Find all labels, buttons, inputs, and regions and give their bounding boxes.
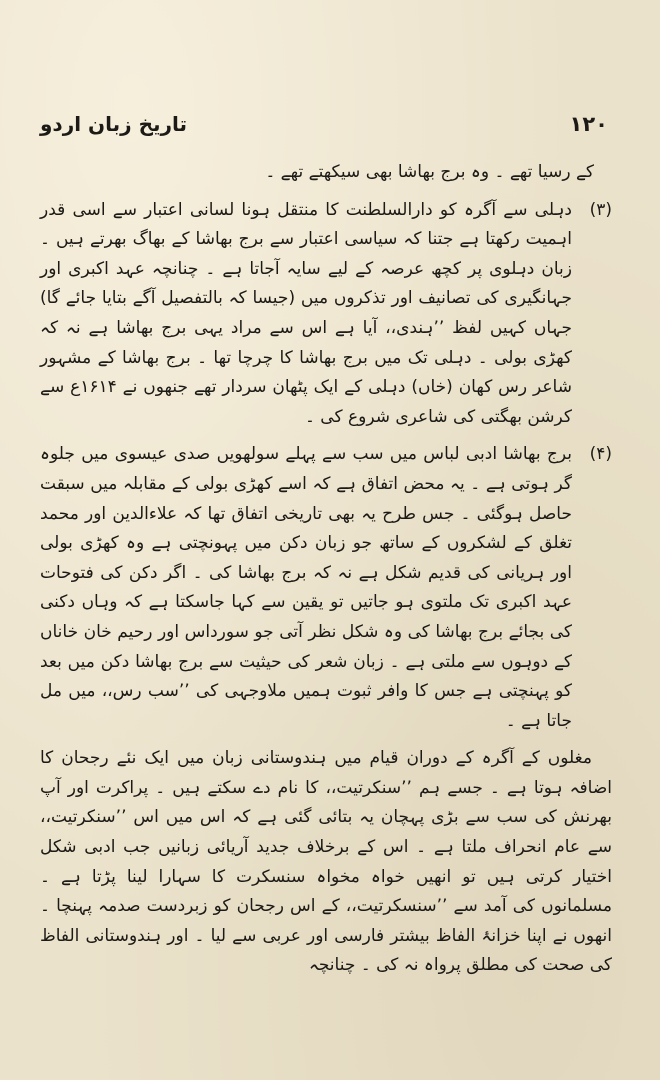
paragraph-mughal-agra: [40, 744, 612, 981]
paragraph-continuation: [40, 158, 612, 188]
page-number: ١٢٠: [569, 112, 608, 136]
paragraph-text: کے رسیا تھے ۔ وہ برج بھاشا بھی سیکھتے تھے ۔: [265, 162, 594, 182]
page-header: [40, 112, 608, 146]
paragraph-marker: (۳): [589, 199, 612, 220]
body-text: [40, 158, 612, 989]
paragraph-numbered-3: [40, 196, 612, 433]
running-title: تاریخ زبان اردو: [40, 112, 188, 136]
paragraph-marker: (۴): [589, 444, 612, 465]
paragraph-text: برج بھاشا ادبی لباس میں سب سے پہلے سولھویں صدی عیسوی میں جلوہ گر ہوتی ہے ۔ یہ محض اتفاق ہے کہ اسے کھڑی بولی کے مقابلہ میں سبقت حاصل ہوگئی ۔ جس طرح یہ بھی تاریخی اتفاق تھا کہ علاءالدین اور محمد تغلق کے لشکروں کے ساتھ جو زبان دکن میں پہونچتی ہے وہ کھڑی بولی اور ہریانی کی قدیم شکل ہے نہ کہ برج بھاشا کی ۔ اگر دکن کی فتوحات عہد اکبری تک ملتوی ہو جاتیں تو یقین سے کہا جاسکتا ہے کہ وہاں دکنی کی بجائے برج بھاشا کی وہ شکل نظر آتی جو سورداس اور رحیم خان خاناں کے دوہوں سے ملتی ہے ۔ زبان شعر کی حیثیت سے برج بھاشا دکن میں بعد کو پہنچتی ہے جس کا وافر ثبوت ہمیں ملاوجہی کی ’’سب رس،، میں مل جاتا ہے ۔: [40, 444, 572, 731]
paragraph-numbered-4: [40, 440, 612, 736]
paragraph-text: مغلوں کے آگرہ کے دوران قیام میں ہندوستانی زبان میں ایک نئے رجحان کا اضافہ ہوتا ہے ۔ جسے ہم ’’سنکرتیت،، کا نام دے سکتے ہیں ۔ پراکرت اور آپ بھرنش کی سب سے بڑی پہچان یہ بتائی گئی ہے کہ اس میں اس ’’سنکرتیت،، سے عام انحراف ملتا ہے ۔ اس کے برخلاف جدید آریائی زبانیں جب ادبی شکل اختیار کرتی ہیں تو انھیں خواہ مخواہ سنسکرت کا سہارا لینا پڑتا ہے ۔ مسلمانوں کی آمد سے ’’سنسکرتیت،، کے اس رجحان کو زبردست صدمہ پہنچا ۔ انھوں نے اپنا خزانۂ الفاظ بیشتر فارسی اور عربی سے لیا ۔ اور ہندوستانی الفاظ کی صحت کی مطلق پرواہ نہ کی ۔ چنانچہ: [40, 748, 612, 976]
paragraph-text: دہلی سے آگرہ کو دارالسلطنت کا منتقل ہونا لسانی اعتبار سے اسی قدر اہمیت رکھتا ہے جتنا کہ سیاسی اعتبار سے برج بھاشا کے بھاگ بھرتے ہیں ۔ زبان دہلوی پر کچھ عرصہ کے لیے سایہ آجاتا ہے ۔ چنانچہ عہد اکبری اور جہانگیری کی تصانیف اور تذکروں میں (جیسا کہ بالتفصیل آگے بتایا جائے گا) جہاں کہیں لفظ ’’ہندی،، آیا ہے اس سے مراد یہی برج بھاشا ہے نہ کہ کھڑی بولی ۔ دہلی تک میں برج بھاشا کا چرچا تھا ۔ برج بھاشا کے مشہور شاعر رس کھان (خاں) دہلی کے ایک پٹھان سردار تھے جنھوں نے ۱۶۱۴ع سے کرشن بھگتی کی شاعری شروع کی ۔: [40, 199, 572, 427]
